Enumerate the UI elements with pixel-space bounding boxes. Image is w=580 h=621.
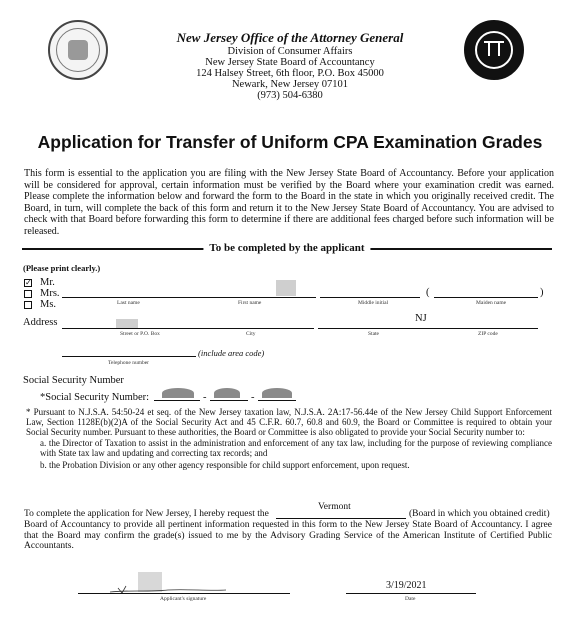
attorney-general-seal [464, 20, 524, 80]
date-line[interactable] [346, 593, 476, 594]
board-name-line[interactable] [276, 518, 406, 519]
address-label: Address [23, 317, 58, 328]
maiden-paren-open: ( [426, 287, 430, 298]
checkbox-mr[interactable]: ✓ [25, 278, 32, 287]
label-mr: Mr. [40, 277, 55, 288]
redacted-first-name [276, 280, 296, 296]
redacted-street [116, 319, 138, 328]
ssn-heading: Social Security Number [23, 375, 124, 386]
telephone-note: (include area code) [198, 348, 265, 358]
ssn-footnote: * Pursuant to N.J.S.A. 54:50-24 et seq. of the New Jersey taxation law, N.J.S.A. 2A:17-56.44e of the New Jersey Child Support Enforcement Law, Section 1128E(b)(2)A of the Social Security Act and 45 C.F.R. 60.7, 60.8 and 60.9, the Board or Committee is required to obtain your Social Security number. Pursuant to these authorities, the Board or Committee is also obligated to provide your Social Security number to: [26, 407, 552, 437]
caption-date: Date [405, 596, 416, 602]
caption-city: City [246, 331, 256, 337]
signature-line[interactable] [78, 593, 290, 594]
division-name: Division of Consumer Affairs [227, 46, 353, 57]
caption-street: Street or P.O. Box [120, 331, 160, 337]
request-text-before: To complete the application for New Jersey, I hereby request the [24, 509, 269, 519]
redacted-ssn-part3 [262, 388, 292, 398]
office-address-line1: 124 Halsey Street, 6th floor, P.O. Box 45000 [196, 68, 384, 79]
middle-initial-line[interactable] [320, 297, 420, 298]
ssn-part1-line[interactable] [154, 400, 200, 401]
maiden-name-line[interactable] [434, 297, 538, 298]
caption-telephone: Telephone number [108, 360, 150, 366]
ssn-sep2: - [251, 392, 255, 403]
ssn-footnote-item-b: b. the Probation Division or any other agency responsible for child support enforcement, upon request. [40, 460, 410, 470]
board-value: Vermont [318, 502, 351, 512]
street-city-line[interactable] [62, 328, 314, 329]
caption-last-name: Last name [117, 300, 140, 306]
telephone-line[interactable] [62, 356, 196, 357]
caption-signature: Applicant's signature [160, 596, 207, 602]
office-name: New Jersey Office of the Attorney General [176, 30, 404, 45]
section-header-text: To be completed by the applicant [203, 242, 370, 254]
date-value: 3/19/2021 [386, 580, 427, 591]
redacted-ssn-part2 [214, 388, 240, 398]
state-value: NJ [415, 313, 427, 324]
ssn-part2-line[interactable] [210, 400, 248, 401]
form-title: Application for Transfer of Uniform CPA Examination Grades [37, 132, 543, 152]
request-text-after: Board of Accountancy to provide all pertinent information requested in this form to the New Jersey State Board of Accountancy. I agree that the Board may confirm the grade(s) issued to me by the Advisory Grading Service of the American Institute of Certified Public Accountants. [24, 520, 552, 551]
label-ms: Ms. [40, 299, 57, 310]
checkbox-ms[interactable] [24, 301, 32, 309]
caption-first-name: First name [238, 300, 262, 306]
scales-of-justice-icon [488, 42, 500, 56]
caption-middle-initial: Middle initial [358, 300, 389, 306]
state-zip-line[interactable] [318, 328, 538, 329]
board-caption: (Board in which you obtained credit) [409, 509, 550, 519]
intro-paragraph: This form is essential to the application you are filing with the New Jersey State Board of Accountancy. Before your application will be considered for approval, certain information must be verified by the Board where your examination credit was earned. Please complete the information below and forward the form to the Board in the state in which you originally received credit. The Board, in turn, will complete the back of this form and return it to the New Jersey State Board of Accountancy. You are advised to check with that Board before forwarding this form to determine if there are additional fees charged before such information will be released. [24, 168, 554, 237]
maiden-paren-close: ) [540, 287, 544, 298]
name-line[interactable] [62, 297, 316, 298]
office-address-line2: Newark, New Jersey 07101 [231, 79, 349, 90]
section-header [22, 243, 552, 255]
seal-crest-icon [68, 40, 88, 60]
label-mrs: Mrs. [40, 288, 60, 299]
caption-zip: ZIP code [478, 331, 498, 337]
board-name: New Jersey State Board of Accountancy [205, 57, 375, 68]
checkbox-mrs[interactable] [24, 290, 32, 298]
redacted-ssn-part1 [162, 388, 194, 398]
ssn-label: *Social Security Number: [40, 392, 150, 403]
office-phone: (973) 504-6380 [257, 90, 323, 101]
print-note: (Please print clearly.) [23, 263, 101, 273]
new-jersey-state-seal [48, 20, 108, 80]
ssn-sep1: - [203, 392, 207, 403]
ssn-part3-line[interactable] [258, 400, 296, 401]
ssn-footnote-item-a: a. the Director of Taxation to assist in the administration and enforcement of any tax law, including for the purpose of reviewing compliance with State tax law and updating and correcting tax records; and [40, 438, 552, 458]
caption-maiden-name: Maiden name [476, 300, 507, 306]
caption-state: State [368, 331, 379, 337]
